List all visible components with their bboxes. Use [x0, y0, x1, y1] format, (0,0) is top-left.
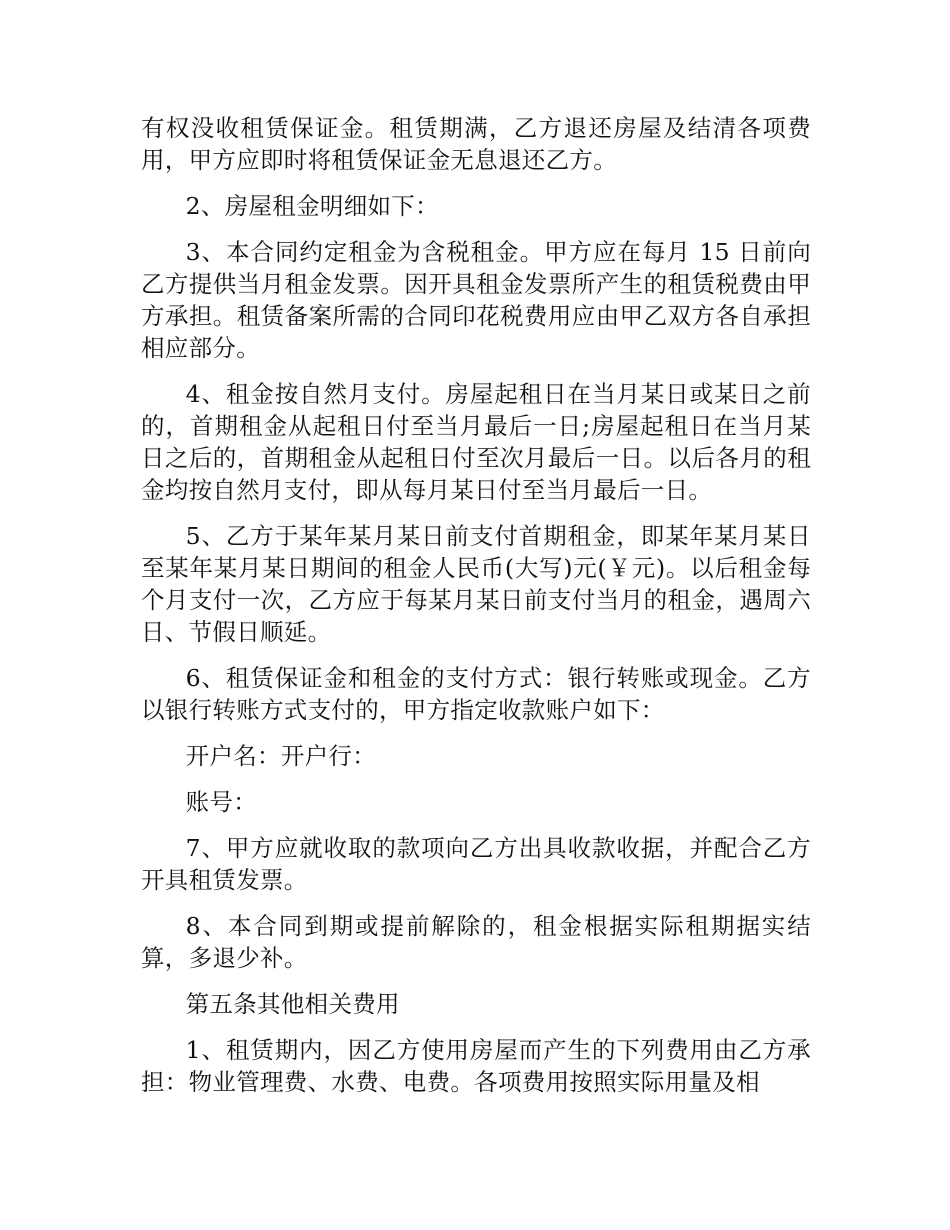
- document-body: [141, 112, 811, 1112]
- section-heading-article-5: 第五条其他相关费用: [185, 990, 400, 1018]
- paragraph-rent-details: 2、房屋租金明细如下：: [185, 192, 439, 220]
- paragraph-continuation: 有权没收租赁保证金。租赁期满，乙方退还房屋及结清各项费用，甲方应即时将租赁保证金无息退还乙方。: [141, 114, 811, 174]
- paragraph-receipt: 7、甲方应就收取的款项向乙方出具收款收据，并配合乙方开具租赁发票。: [141, 834, 811, 894]
- paragraph-first-payment: 5、乙方于某年某月某日前支付首期租金，即某年某月某日至某年某月某日期间的租金人民币(大写)元(￥元)。以后租金每个月支付一次，乙方应于每某月某日前支付当月的租金，遇周六日、节假日顺延。: [141, 522, 811, 646]
- paragraph-account-number: 账号：: [185, 788, 258, 816]
- paragraph-monthly-payment: 4、租金按自然月支付。房屋起租日在当月某日或某日之前的，首期租金从起租日付至当月最后一日;房屋起租日在当月某日之后的，首期租金从起租日付至次月最后一日。以后各月的租金均按自然月支付，即从每月某日付至当月最后一日。: [141, 380, 811, 504]
- paragraph-payment-method: 6、租赁保证金和租金的支付方式：银行转账或现金。乙方以银行转账方式支付的，甲方指定收款账户如下：: [141, 664, 811, 724]
- paragraph-other-fees: 1、租赁期内，因乙方使用房屋而产生的下列费用由乙方承担：物业管理费、水费、电费。各项费用按照实际用量及相: [141, 1036, 811, 1096]
- paragraph-tax-inclusive-rent: 3、本合同约定租金为含税租金。甲方应在每月 15 日前向乙方提供当月租金发票。因开具租金发票所产生的租赁税费由甲方承担。租赁备案所需的合同印花税费用应由甲乙双方各自承担相应部分。: [141, 238, 811, 362]
- paragraph-account-name-bank: 开户名：开户行：: [185, 742, 377, 770]
- paragraph-settlement: 8、本合同到期或提前解除的，租金根据实际租期据实结算，多退少补。: [141, 912, 811, 972]
